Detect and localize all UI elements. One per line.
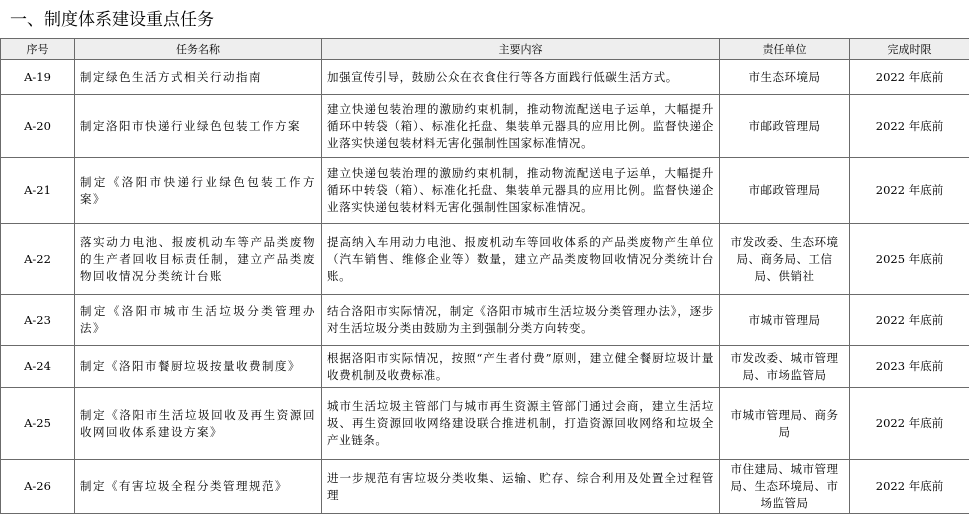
- row-responsible-unit: 市邮政管理局: [720, 95, 850, 158]
- row-responsible-unit: 市城市管理局: [720, 295, 850, 346]
- row-content: 结合洛阳市实际情况，制定《洛阳市城市生活垃圾分类管理办法》，逐步对生活垃圾分类由鼓励为主到强制分类方向转变。: [322, 295, 720, 346]
- row-deadline: 2022 年底前: [850, 295, 969, 346]
- row-deadline: 2022 年底前: [850, 95, 969, 158]
- row-responsible-unit: 市生态环境局: [720, 60, 850, 95]
- row-content: 根据洛阳市实际情况，按照“产生者付费”原则，建立健全餐厨垃圾计量收费机制及收费标准。: [322, 346, 720, 388]
- row-content: 提高纳入车用动力电池、报废机动车等回收体系的产品类废物产生单位（汽车销售、维修企业等）数量，建立产品类废物回收情况分类统计台账。: [322, 224, 720, 295]
- row-content: 建立快递包装治理的激励约束机制，推动物流配送电子运单，大幅提升循环中转袋（箱）、标准化托盘、集装单元器具的应用比例。监督快递企业落实快递包装材料无害化强制性国家标准情况。: [322, 95, 720, 158]
- header-deadline: 完成时限: [850, 39, 969, 60]
- header-content: 主要内容: [322, 39, 720, 60]
- row-id: A-21: [1, 158, 75, 224]
- row-id: A-26: [1, 460, 75, 514]
- row-deadline: 2022 年底前: [850, 388, 969, 460]
- row-task-name: 制定《洛阳市餐厨垃圾按量收费制度》: [75, 346, 322, 388]
- table-row: [1, 295, 969, 346]
- row-responsible-unit: 市城市管理局、商务局: [720, 388, 850, 460]
- header-id: 序号: [1, 39, 75, 60]
- row-task-name: 制定洛阳市快递行业绿色包装工作方案: [75, 95, 322, 158]
- row-id: A-22: [1, 224, 75, 295]
- table-row: [1, 60, 969, 95]
- table-row: [1, 388, 969, 460]
- row-responsible-unit: 市发改委、城市管理局、市场监管局: [720, 346, 850, 388]
- header-responsible-unit: 责任单位: [720, 39, 850, 60]
- table-row: [1, 158, 969, 224]
- row-task-name: 制定《有害垃圾全程分类管理规范》: [75, 460, 322, 514]
- row-content: 进一步规范有害垃圾分类收集、运输、贮存、综合利用及处置全过程管理: [322, 460, 720, 514]
- row-id: A-19: [1, 60, 75, 95]
- row-task-name: 制定绿色生活方式相关行动指南: [75, 60, 322, 95]
- row-responsible-unit: 市邮政管理局: [720, 158, 850, 224]
- task-table: [0, 38, 969, 514]
- row-task-name: 制定《洛阳市生活垃圾回收及再生资源回收网回收体系建设方案》: [75, 388, 322, 460]
- row-task-name: 落实动力电池、报废机动车等产品类废物的生产者回收目标责任制，建立产品类废物回收情况分类统计台账: [75, 224, 322, 295]
- row-deadline: 2022 年底前: [850, 460, 969, 514]
- row-id: A-24: [1, 346, 75, 388]
- table-header-row: [1, 39, 969, 60]
- row-task-name: 制定《洛阳市快递行业绿色包装工作方案》: [75, 158, 322, 224]
- table-row: [1, 95, 969, 158]
- row-responsible-unit: 市住建局、城市管理局、生态环境局、市场监管局: [720, 460, 850, 514]
- row-content: 建立快递包装治理的激励约束机制，推动物流配送电子运单，大幅提升循环中转袋（箱）、标准化托盘、集装单元器具的应用比例。监督快递企业落实快递包装材料无害化强制性国家标准情况。: [322, 158, 720, 224]
- row-task-name: 制定《洛阳市城市生活垃圾分类管理办法》: [75, 295, 322, 346]
- row-id: A-20: [1, 95, 75, 158]
- row-deadline: 2025 年底前: [850, 224, 969, 295]
- row-content: 加强宣传引导，鼓励公众在衣食住行等各方面践行低碳生活方式。: [322, 60, 720, 95]
- row-deadline: 2022 年底前: [850, 158, 969, 224]
- header-task-name: 任务名称: [75, 39, 322, 60]
- row-deadline: 2023 年底前: [850, 346, 969, 388]
- row-id: A-25: [1, 388, 75, 460]
- row-deadline: 2022 年底前: [850, 60, 969, 95]
- section-title: 一、制度体系建设重点任务: [10, 10, 214, 30]
- row-content: 城市生活垃圾主管部门与城市再生资源主管部门通过会商，建立生活垃圾、再生资源回收网络建设联合推进机制，打造资源回收网络和垃圾全产业链条。: [322, 388, 720, 460]
- table-row: [1, 346, 969, 388]
- table-row: [1, 460, 969, 514]
- row-id: A-23: [1, 295, 75, 346]
- table-row: [1, 224, 969, 295]
- row-responsible-unit: 市发改委、生态环境局、商务局、工信局、供销社: [720, 224, 850, 295]
